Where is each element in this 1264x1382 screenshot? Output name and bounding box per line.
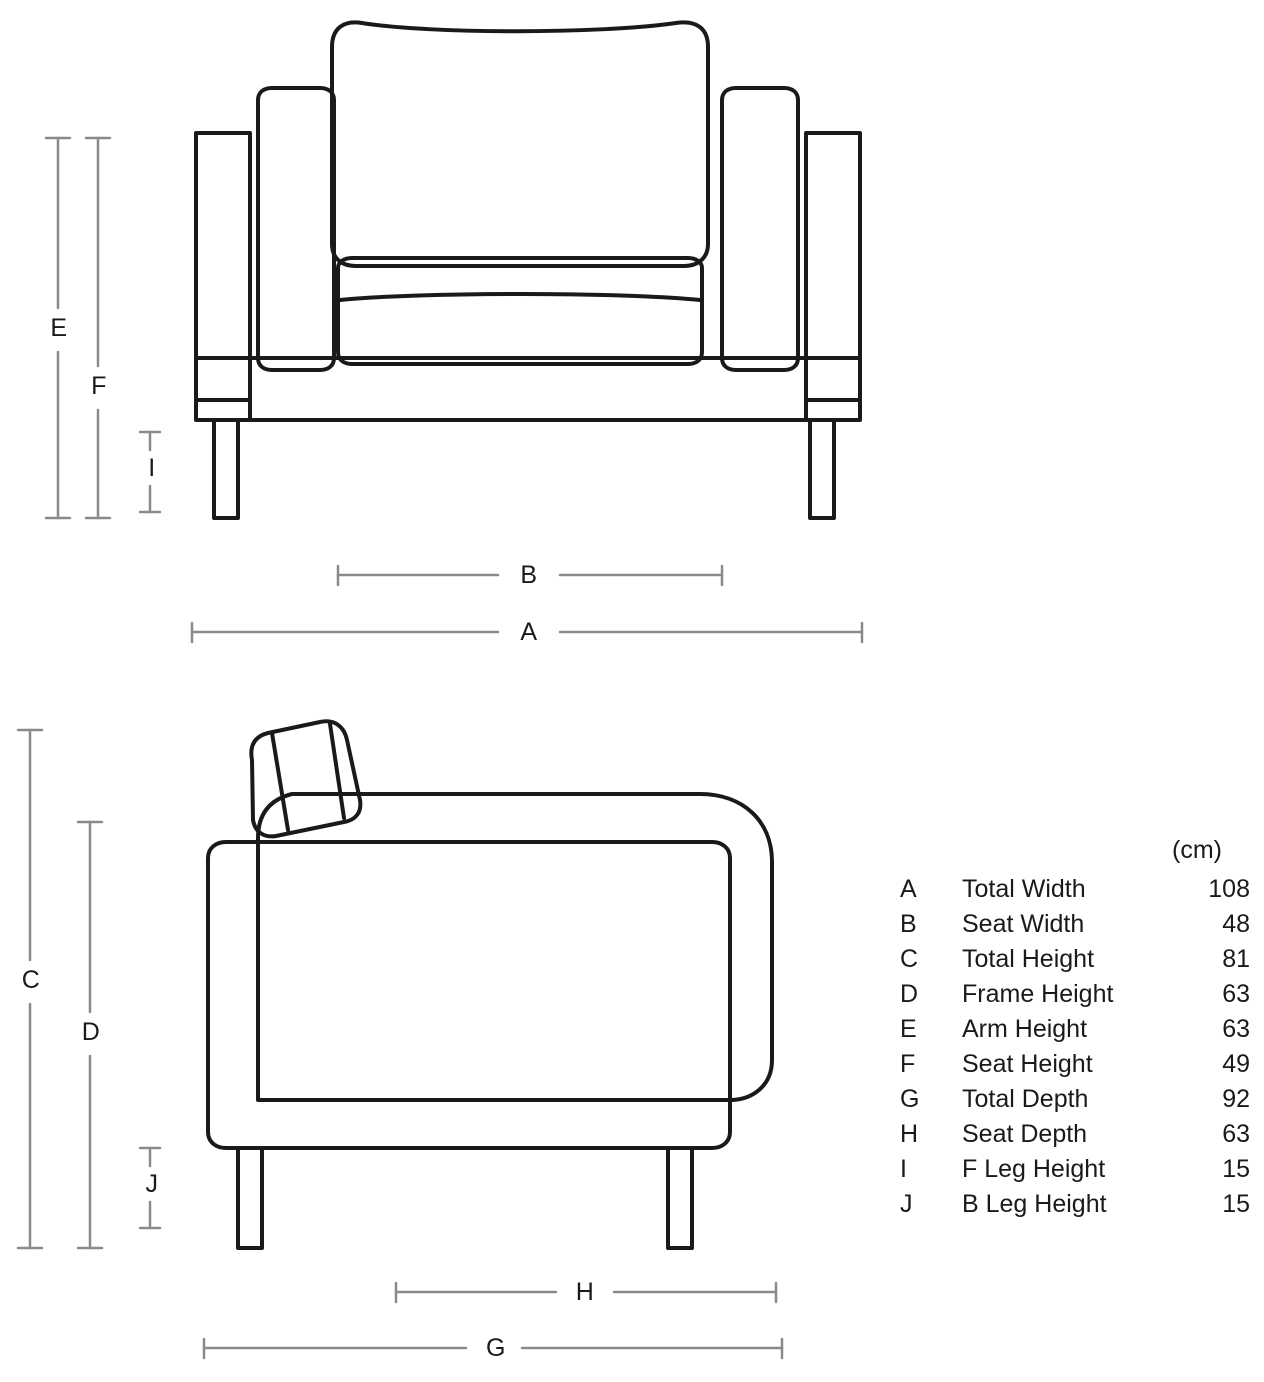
legend-value: 108 <box>1208 875 1250 903</box>
legend-name: Total Height <box>962 945 1095 973</box>
legend-row <box>900 982 1250 1017</box>
legend-row <box>900 877 1250 912</box>
legend-row <box>900 1052 1250 1087</box>
legend-unit: (cm) <box>1172 836 1222 864</box>
legend-value: 63 <box>1222 1120 1250 1148</box>
legend-name: Frame Height <box>962 980 1114 1008</box>
legend-key: J <box>900 1190 913 1218</box>
legend-name: Arm Height <box>962 1015 1088 1043</box>
legend-row <box>900 1087 1250 1122</box>
legend-row <box>900 1192 1250 1227</box>
legend-key: C <box>900 945 919 973</box>
dimension-label-G: G <box>486 1334 506 1362</box>
dimension-label-B: B <box>520 561 538 589</box>
front-view-armchair <box>196 22 860 518</box>
legend-key: A <box>900 875 917 903</box>
legend-name: F Leg Height <box>962 1155 1106 1183</box>
legend-value: 15 <box>1222 1190 1250 1218</box>
legend-value: 81 <box>1222 945 1250 973</box>
dimension-label-F: F <box>91 372 107 400</box>
legend-row <box>900 1017 1250 1052</box>
legend-name: Total Width <box>962 875 1086 903</box>
dimension-label-H: H <box>575 1278 595 1306</box>
dimension-label-E: E <box>50 314 68 342</box>
dimension-label-D: D <box>81 1018 101 1046</box>
legend-name: Seat Depth <box>962 1120 1088 1148</box>
legend-name: Seat Width <box>962 910 1085 938</box>
legend-value: 48 <box>1222 910 1250 938</box>
dimensions-legend <box>900 838 1250 1227</box>
legend-key: I <box>900 1155 907 1183</box>
legend-row <box>900 947 1250 982</box>
legend-row <box>900 1157 1250 1192</box>
legend-key: G <box>900 1085 920 1113</box>
dimension-label-J: J <box>145 1170 159 1198</box>
legend-key: D <box>900 980 919 1008</box>
legend-value: 49 <box>1222 1050 1250 1078</box>
legend-row <box>900 1122 1250 1157</box>
side-view-armchair <box>208 721 772 1248</box>
legend-key: F <box>900 1050 916 1078</box>
legend-key: H <box>900 1120 919 1148</box>
legend-value: 63 <box>1222 980 1250 1008</box>
legend-value: 92 <box>1222 1085 1250 1113</box>
legend-key: B <box>900 910 917 938</box>
legend-value: 15 <box>1222 1155 1250 1183</box>
dimension-label-C: C <box>21 966 41 994</box>
legend-name: Total Depth <box>962 1085 1089 1113</box>
legend-table <box>900 877 1250 1227</box>
dimension-label-I: I <box>148 454 156 482</box>
legend-key: E <box>900 1015 917 1043</box>
legend-name: B Leg Height <box>962 1190 1107 1218</box>
legend-name: Seat Height <box>962 1050 1093 1078</box>
legend-value: 63 <box>1222 1015 1250 1043</box>
legend-row <box>900 912 1250 947</box>
dimension-label-A: A <box>520 618 538 646</box>
